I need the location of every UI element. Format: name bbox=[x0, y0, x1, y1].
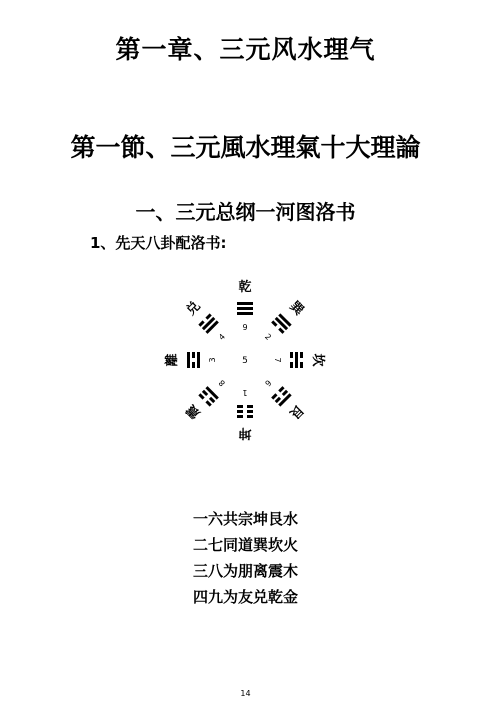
item-heading: 1、先天八卦配洛书: bbox=[90, 234, 227, 252]
luoshu-number: 6 bbox=[262, 377, 273, 388]
mnemonic-line: 四九为友兑乾金 bbox=[192, 588, 298, 606]
trigram-name: 坎 bbox=[310, 353, 325, 367]
luoshu-number: 2 bbox=[262, 332, 273, 343]
yang-line bbox=[187, 352, 190, 368]
yang-line bbox=[237, 312, 253, 315]
page-number: 14 bbox=[240, 689, 251, 698]
luoshu-number: 3 bbox=[208, 357, 217, 363]
yin-line-segment bbox=[271, 320, 277, 326]
trigram-5 bbox=[182, 374, 231, 423]
yang-line bbox=[202, 317, 215, 330]
luoshu-number: 1 bbox=[242, 388, 248, 397]
mnemonic-line: 二七同道巽坎火 bbox=[192, 536, 298, 554]
yang-line bbox=[237, 307, 253, 310]
chapter-title: 第一章、三元风水理气 bbox=[115, 35, 376, 64]
yin-line-segment bbox=[278, 386, 284, 392]
yin-line-segment bbox=[290, 352, 293, 358]
trigram-6 bbox=[164, 352, 217, 368]
yin-line-segment bbox=[198, 393, 204, 399]
yin-line-segment bbox=[278, 327, 284, 333]
center-number: 5 bbox=[242, 356, 248, 366]
yang-line bbox=[295, 352, 298, 368]
bagua-luoshu-diagram bbox=[145, 270, 345, 450]
yin-line-segment bbox=[205, 313, 211, 319]
yin-line-segment bbox=[300, 352, 303, 358]
yin-line-segment bbox=[247, 405, 253, 408]
trigram-name: 兑 bbox=[183, 298, 204, 319]
trigram-name: 乾 bbox=[238, 280, 252, 295]
yin-line-segment bbox=[271, 393, 277, 399]
yang-line bbox=[197, 352, 200, 368]
yang-line bbox=[278, 313, 291, 326]
luoshu-number: 9 bbox=[242, 323, 248, 332]
yin-line-segment bbox=[237, 415, 243, 418]
trigram-0 bbox=[237, 279, 253, 332]
yin-line-segment bbox=[247, 410, 253, 413]
yin-line-segment bbox=[209, 397, 215, 403]
yang-line bbox=[205, 320, 218, 333]
trigram-4 bbox=[237, 388, 253, 441]
subsection-title: 一、三元总纲一河图洛书 bbox=[135, 200, 356, 224]
yin-line-segment bbox=[192, 352, 195, 358]
yin-line-segment bbox=[275, 397, 281, 403]
yin-line-segment bbox=[192, 362, 195, 368]
yin-line-segment bbox=[300, 362, 303, 368]
trigram-2 bbox=[273, 352, 326, 368]
luoshu-number: 7 bbox=[273, 357, 282, 363]
trigram-name: 震 bbox=[183, 401, 204, 422]
yang-line bbox=[237, 302, 253, 305]
yang-line bbox=[275, 317, 288, 330]
luoshu-number: 4 bbox=[217, 332, 228, 343]
yin-line-segment bbox=[290, 362, 293, 368]
bagua-svg bbox=[145, 270, 345, 450]
yin-line-segment bbox=[237, 410, 243, 413]
trigram-1 bbox=[259, 298, 307, 346]
yin-line-segment bbox=[198, 320, 204, 326]
trigram-name: 巽 bbox=[286, 298, 307, 319]
trigram-7 bbox=[182, 297, 231, 346]
trigram-name: 艮 bbox=[286, 401, 307, 422]
trigram-name: 離 bbox=[165, 353, 180, 367]
yin-line-segment bbox=[247, 415, 253, 418]
yang-line bbox=[205, 386, 218, 399]
yin-line-segment bbox=[202, 390, 208, 396]
section-title: 第一節、三元風水理氣十大理論 bbox=[70, 133, 421, 162]
mnemonic-list bbox=[0, 506, 491, 610]
yin-line-segment bbox=[205, 400, 211, 406]
luoshu-number: 8 bbox=[217, 377, 228, 388]
yin-line-segment bbox=[282, 390, 288, 396]
trigram-name: 坤 bbox=[238, 425, 252, 440]
trigram-3 bbox=[259, 374, 307, 422]
yin-line-segment bbox=[237, 405, 243, 408]
mnemonic-line: 一六共宗坤艮水 bbox=[192, 510, 298, 528]
mnemonic-line: 三八为朋离震木 bbox=[192, 562, 298, 580]
yang-line bbox=[278, 393, 291, 406]
